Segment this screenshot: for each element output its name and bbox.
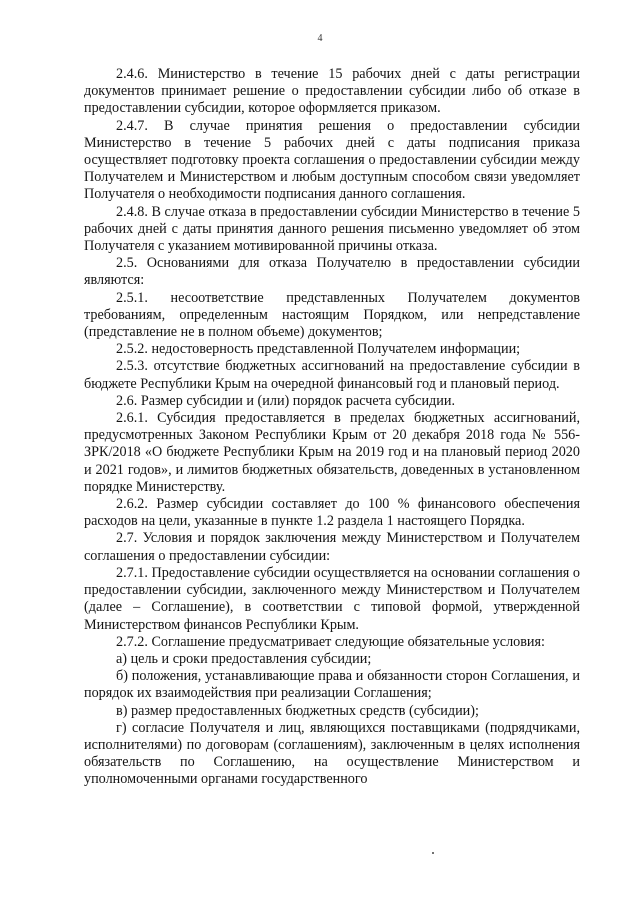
scan-speck <box>432 852 434 854</box>
paragraph-2-5-2: 2.5.2. недостоверность представленной Получателем информации; <box>116 341 521 358</box>
paragraph-2-4-8: 2.4.8. В случае отказа в предоставлении субсидии Министерство в течение 5 рабочих дней с даты принятия данного решения письменно уведомляет об этом Получателя с указанием мотивированной причины отказа. <box>84 203 580 255</box>
list-item-v: в) размер предоставленных бюджетных средств (субсидии); <box>116 702 479 719</box>
list-item-g: г) согласие Получателя и лиц, являющихся поставщиками (подрядчиками, исполнителями) по договорам (соглашениям), заключенным в целях исполнения обязательств по Соглашению, на осуществление Министерством и уполномоченными органами государственного <box>84 719 580 788</box>
paragraph-2-7: 2.7. Условия и порядок заключения между Министерством и Получателем соглашения о предоставлении субсидии: <box>84 530 580 564</box>
paragraph-2-6-1: 2.6.1. Субсидия предоставляется в пределах бюджетных ассигнований, предусмотренных Законом Республики Крым от 20 декабря 2018 года № 556-ЗРК/2018 «О бюджете Республики Крым на 2019 год и на плановый период 2020 и 2021 годов», и лимитов бюджетных обязательств, доведенных в установленном порядке Министерству. <box>84 410 580 495</box>
page-number: 4 <box>317 33 323 44</box>
paragraph-2-6-2: 2.6.2. Размер субсидии составляет до 100 % финансового обеспечения расходов на цели, указанные в пункте 1.2 раздела 1 настоящего Порядка. <box>84 496 580 530</box>
paragraph-2-7-1: 2.7.1. Предоставление субсидии осуществляется на основании соглашения о предоставлении субсидии, заключенного между Министерством и Получателем (далее – Соглашение), в соответствии с типовой формой, утвержденной Министерством финансов Республики Крым. <box>84 564 580 633</box>
paragraph-2-5-1: 2.5.1. несоответствие представленных Получателем документов требованиям, определенным настоящим Порядком, или непредставление (представление не в полном объеме) документов; <box>84 289 580 341</box>
list-item-a: а) цель и сроки предоставления субсидии; <box>116 650 372 667</box>
list-item-b: б) положения, устанавливающие права и обязанности сторон Соглашения, и порядок их взаимодействия при реализации Соглашения; <box>84 668 580 702</box>
document-body <box>84 66 580 789</box>
paragraph-2-6: 2.6. Размер субсидии и (или) порядок расчета субсидии. <box>116 392 455 409</box>
paragraph-2-7-2: 2.7.2. Соглашение предусматривает следующие обязательные условия: <box>116 633 545 650</box>
paragraph-2-4-7: 2.4.7. В случае принятия решения о предоставлении субсидии Министерство в течение 5 рабочих дней с даты подписания приказа осуществляет подготовку проекта соглашения о предоставлении субсидии между Получателем и Министерством и любым доступным способом связи уведомляет Получателя о необходимости подписания данного соглашения. <box>84 117 580 203</box>
paragraph-2-5: 2.5. Основаниями для отказа Получателю в предоставлении субсидии являются: <box>84 255 580 289</box>
paragraph-2-4-6: 2.4.6. Министерство в течение 15 рабочих дней с даты регистрации документов принимает решение о предоставлении субсидии либо об отказе в предоставлении субсидии, которое оформляется приказом. <box>84 66 580 117</box>
paragraph-2-5-3: 2.5.3. отсутствие бюджетных ассигнований на предоставление субсидии в бюджете Республики Крым на очередной финансовый год и плановый период. <box>84 358 580 392</box>
